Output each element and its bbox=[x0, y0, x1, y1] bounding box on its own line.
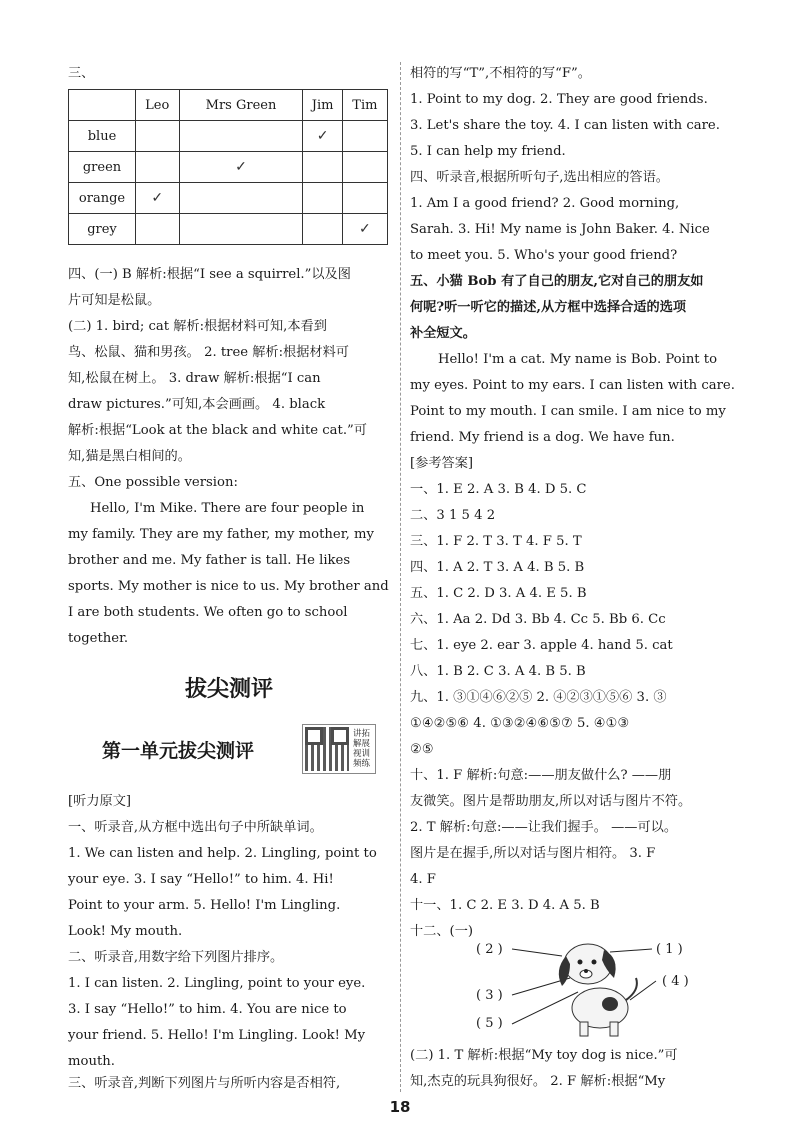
text-line: 九、1. ③①④⑥②⑤ 2. ④②③①⑤⑥ 3. ③ bbox=[410, 690, 667, 705]
text-line: 三、听录音,判断下列图片与所听内容是否相符, bbox=[68, 1076, 341, 1091]
check-cell bbox=[136, 152, 180, 183]
text-line: 八、1. B 2. C 3. A 4. B 5. B bbox=[410, 664, 586, 679]
text-line: mouth. bbox=[68, 1054, 115, 1069]
text-line: 十二、(一) bbox=[410, 924, 474, 939]
text-line: ②⑤ bbox=[410, 742, 434, 757]
text-line: 1. Am I a good friend? 2. Good morning, bbox=[410, 196, 680, 211]
text-line: 3. Let's share the toy. 4. I can listen with care. bbox=[410, 118, 720, 133]
text-line: 片可知是松鼠。 bbox=[68, 293, 161, 308]
text-line: 二、听录音,用数字给下列图片排序。 bbox=[68, 950, 284, 965]
text-line: 十一、1. C 2. E 3. D 4. A 5. B bbox=[410, 898, 600, 913]
check-cell: ✓ bbox=[342, 214, 387, 245]
check-cell bbox=[342, 121, 387, 152]
text-line: 1. We can listen and help. 2. Lingling, point to bbox=[68, 846, 377, 861]
text-line: 解析:根据“Look at the black and white cat.”可 bbox=[68, 423, 367, 438]
text-line: to meet you. 5. Who's your good friend? bbox=[410, 248, 678, 263]
text-line: 五、One possible version: bbox=[68, 475, 238, 490]
text-line: Sarah. 3. Hi! My name is John Baker. 4. Nice bbox=[410, 222, 710, 237]
dog-icon bbox=[559, 944, 637, 1036]
page-number: 18 bbox=[389, 1098, 411, 1116]
row-label: blue bbox=[69, 121, 136, 152]
text-line: your friend. 5. Hello! I'm Lingling. Look! My bbox=[68, 1028, 366, 1043]
text-line: 四、1. A 2. T 3. A 4. B 5. B bbox=[410, 560, 585, 575]
text-line: 知,松鼠在树上。 3. draw 解析:根据“I can bbox=[68, 371, 321, 386]
text-line: 鸟、松鼠、猫和男孩。 2. tree 解析:根据材料可 bbox=[68, 345, 349, 360]
table-header: Leo bbox=[136, 90, 180, 121]
check-cell bbox=[303, 183, 342, 214]
section-3-label: 三、 bbox=[68, 66, 95, 81]
table-row bbox=[69, 121, 388, 152]
dog-diagram bbox=[470, 930, 690, 1040]
check-cell bbox=[136, 214, 180, 245]
qr-code-icon[interactable] bbox=[305, 727, 349, 771]
text-line: 知,杰克的玩具狗很好。 2. F 解析:根据“My bbox=[410, 1074, 666, 1089]
text-line: 补全短文。 bbox=[410, 326, 476, 341]
diagram-label: ( 1 ) bbox=[656, 942, 683, 957]
text-line: (二) 1. T 解析:根据“My toy dog is nice.”可 bbox=[410, 1048, 678, 1063]
color-table bbox=[68, 89, 388, 245]
table-header: Mrs Green bbox=[179, 90, 303, 121]
text-line: 2. T 解析:句意:——让我们握手。 ——可以。 bbox=[410, 820, 678, 835]
check-cell bbox=[179, 214, 303, 245]
text-line: Hello! I'm a cat. My name is Bob. Point to bbox=[438, 352, 718, 367]
text-line: Look! My mouth. bbox=[68, 924, 183, 939]
unit-title: 第一单元拔尖测评 bbox=[101, 740, 254, 762]
text-line: 何呢?听一听它的描述,从方框中选择合适的选项 bbox=[410, 300, 687, 315]
diagram-label: ( 5 ) bbox=[476, 1016, 503, 1031]
text-line: my eyes. Point to my ears. I can listen with care. bbox=[410, 378, 735, 393]
check-cell bbox=[179, 183, 303, 214]
check-cell bbox=[179, 121, 303, 152]
table-header bbox=[69, 90, 136, 121]
check-cell bbox=[136, 121, 180, 152]
text-line: [听力原文] bbox=[68, 794, 132, 809]
text-line: 二、3 1 5 4 2 bbox=[410, 508, 496, 523]
diagram-label: ( 3 ) bbox=[476, 988, 503, 1003]
text-line: 4. F bbox=[410, 872, 436, 887]
text-line: 1. Point to my dog. 2. They are good friends. bbox=[410, 92, 708, 107]
text-line: friend. My friend is a dog. We have fun. bbox=[410, 430, 675, 445]
column-divider bbox=[400, 62, 401, 1092]
table-header-row bbox=[69, 90, 388, 121]
text-line: Hello, I'm Mike. There are four people in bbox=[90, 501, 365, 516]
table-header: Jim bbox=[303, 90, 342, 121]
text-line: 图片是在握手,所以对话与图片相符。 3. F bbox=[410, 846, 656, 861]
table-row bbox=[69, 183, 388, 214]
check-cell bbox=[303, 214, 342, 245]
text-line: sports. My mother is nice to us. My brother and bbox=[68, 579, 389, 594]
text-line: draw pictures.”可知,本会画画。 4. black bbox=[68, 397, 326, 412]
check-cell: ✓ bbox=[179, 152, 303, 183]
check-cell bbox=[342, 183, 387, 214]
text-line: my family. They are my father, my mother, my bbox=[68, 527, 374, 542]
text-line: Point to your arm. 5. Hello! I'm Lingling. bbox=[68, 898, 341, 913]
text-line: 5. I can help my friend. bbox=[410, 144, 566, 159]
check-cell bbox=[303, 152, 342, 183]
row-label: grey bbox=[69, 214, 136, 245]
text-line: 四、(一) B 解析:根据“I see a squirrel.”以及图 bbox=[68, 267, 351, 282]
table-header: Tim bbox=[342, 90, 387, 121]
row-label: orange bbox=[69, 183, 136, 214]
text-line: 四、听录音,根据所听句子,选出相应的答语。 bbox=[410, 170, 669, 185]
text-line: 十、1. F 解析:句意:——朋友做什么? ——朋 bbox=[410, 768, 672, 783]
check-cell: ✓ bbox=[303, 121, 342, 152]
text-line: 五、1. C 2. D 3. A 4. E 5. B bbox=[410, 586, 587, 601]
text-line: 友微笑。图片是帮助朋友,所以对话与图片不符。 bbox=[410, 794, 692, 809]
text-line: brother and me. My father is tall. He likes bbox=[68, 553, 351, 568]
row-label: green bbox=[69, 152, 136, 183]
text-line: 1. I can listen. 2. Lingling, point to your eye. bbox=[68, 976, 366, 991]
text-line: 一、听录音,从方框中选出句子中所缺单词。 bbox=[68, 820, 323, 835]
text-line: 五、小猫 Bob 有了自己的朋友,它对自己的朋友如 bbox=[410, 274, 704, 289]
text-line: 七、1. eye 2. ear 3. apple 4. hand 5. cat bbox=[410, 638, 673, 653]
qr-code-box[interactable] bbox=[302, 724, 376, 774]
text-line: (二) 1. bird; cat 解析:根据材料可知,本看到 bbox=[68, 319, 327, 334]
diagram-label: ( 4 ) bbox=[662, 974, 689, 989]
text-line: Point to my mouth. I can smile. I am nice to my bbox=[410, 404, 726, 419]
check-cell bbox=[342, 152, 387, 183]
text-line: 三、1. F 2. T 3. T 4. F 5. T bbox=[410, 534, 582, 549]
text-line: 3. I say “Hello!” to him. 4. You are nice to bbox=[68, 1002, 347, 1017]
text-line: I are both students. We often go to school bbox=[68, 605, 348, 620]
text-line: together. bbox=[68, 631, 129, 646]
text-line: ①④②⑤⑥ 4. ①③②④⑥⑤⑦ 5. ④①③ bbox=[410, 716, 630, 731]
qr-caption: 讲拓解展视训频练 bbox=[353, 729, 371, 769]
text-line: 知,猫是黑白相间的。 bbox=[68, 449, 191, 464]
text-line: [参考答案] bbox=[410, 456, 474, 471]
table-row bbox=[69, 152, 388, 183]
table-row bbox=[69, 214, 388, 245]
check-cell: ✓ bbox=[136, 183, 180, 214]
text-line: 一、1. E 2. A 3. B 4. D 5. C bbox=[410, 482, 587, 497]
text-line: 六、1. Aa 2. Dd 3. Bb 4. Cc 5. Bb 6. Cc bbox=[410, 612, 666, 627]
text-line: 相符的写“T”,不相符的写“F”。 bbox=[410, 66, 591, 81]
diagram-label: ( 2 ) bbox=[476, 942, 503, 957]
main-title: 拔尖测评 bbox=[184, 677, 273, 702]
text-line: your eye. 3. I say “Hello!” to him. 4. Hi! bbox=[68, 872, 334, 887]
